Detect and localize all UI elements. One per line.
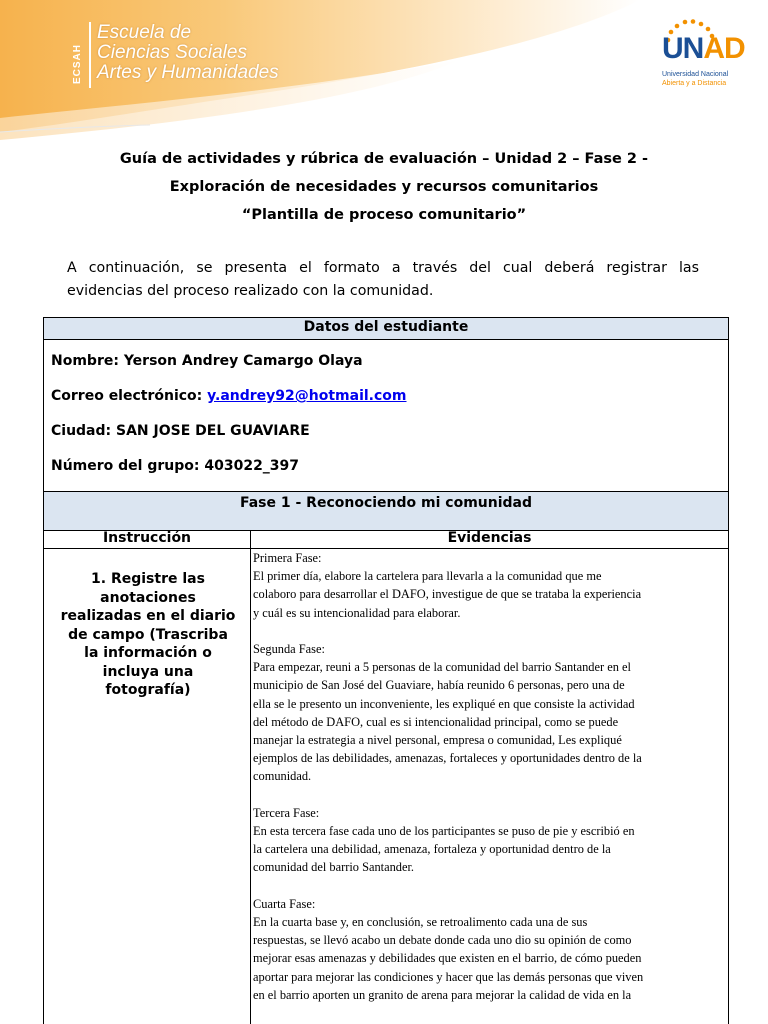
phase-heading: Fase 1 - Reconociendo mi comunidad — [239, 495, 533, 511]
evidence-line: municipio de San José del Guaviare, había reunido 6 personas, pero una de — [253, 678, 625, 693]
intro-line-2: evidencias del proceso realizado con la comunidad. — [67, 283, 434, 299]
evidence-heading-primera: Primera Fase: — [253, 551, 322, 565]
student-group-value: 403022_397 — [204, 458, 300, 474]
student-name-value: Yerson Andrey Camargo Olaya — [123, 353, 363, 369]
document-title-line-1: Guía de actividades y rúbrica de evaluación – Unidad 2 – Fase 2 - — [119, 151, 649, 167]
evidence-line: En esta tercera fase cada uno de los participantes se puso de pie y escribió en — [253, 824, 635, 839]
evidence-line: respuestas, se llevó acabo un debate donde cada uno dio su opinión de como — [253, 933, 632, 948]
evidence-line: aportar para mejorar las condiciones y hacer que las demás personas que viven — [253, 969, 644, 984]
instruction-line: realizadas en el diario — [60, 608, 236, 624]
student-city-value: SAN JOSE DEL GUAVIARE — [116, 423, 310, 439]
school-line-2: Ciencias Sociales — [97, 42, 247, 63]
evidence-line: Para empezar, reuni a 5 personas de la comunidad del barrio Santander en el — [253, 660, 631, 675]
instruction-line: incluya una — [102, 663, 194, 680]
evidence-line: ella se le presento un inconveniente, les expliqué en que consiste la actividad — [253, 696, 635, 711]
instruction-line: anotaciones — [100, 589, 196, 606]
student-email-link[interactable]: y.andrey92@hotmail.com — [207, 388, 407, 404]
evidence-line: En la cuarta base y, en conclusión, se retroalimento cada una de sus — [253, 915, 588, 930]
student-city-label: Ciudad: — [51, 423, 112, 439]
intro-paragraph — [67, 257, 699, 303]
intro-line-1: A continuación, se presenta el formato a través del cual deberá registrar las — [67, 260, 699, 276]
evidence-line: comunidad. — [253, 769, 312, 784]
evidence-line: colaboro para desarrollar el DAFO, investigue de que se trataba la experiencia — [253, 587, 642, 602]
evidence-line: en el barrio aporten un granito de arena para mejorar la calidad de vida en la — [253, 987, 632, 1002]
instruction-line: la información o — [84, 645, 212, 661]
evidence-blank — [253, 877, 727, 895]
student-name-label: Nombre: — [51, 353, 119, 369]
unad-logo — [660, 18, 750, 98]
document-title-line-3: “Plantilla de proceso comunitario” — [241, 207, 527, 223]
student-email-label: Correo electrónico: — [51, 388, 203, 404]
student-name-row — [51, 353, 363, 369]
table-rule — [43, 491, 729, 492]
evidence-line: y cuál es su intencionalidad para elaborar. — [253, 605, 461, 620]
unad-letters-ad: AD — [703, 32, 745, 65]
column-header-instruction: Instrucción — [102, 530, 192, 546]
evidence-line: comunidad del barrio Santander. — [253, 860, 415, 875]
instruction-line: de campo (Trascriba — [68, 626, 228, 643]
evidence-cell — [253, 549, 727, 1004]
school-line-3: Artes y Humanidades — [97, 62, 279, 83]
evidence-line: la cartelera una debilidad, amenaza, fortaleza y oportunidad dentro de la — [253, 842, 611, 857]
school-line-1: Escuela de — [97, 22, 192, 43]
unad-subtitle-1: Universidad Nacional — [662, 71, 729, 78]
evidence-heading-tercera: Tercera Fase: — [253, 805, 320, 820]
student-group-label: Número del grupo: — [51, 458, 200, 474]
unad-subtitle-2: Abierta y a Distancia — [662, 80, 727, 87]
instruction-line: 1. Registre las — [91, 571, 205, 587]
evidence-line: ejemplos de las debilidades, amenazas, fortaleces y oportunidades dentro de la — [253, 751, 642, 766]
table-border-top — [43, 317, 729, 318]
unad-letter-u: U — [662, 32, 683, 65]
ecsah-divider — [89, 22, 91, 88]
ecsah-vertical-text: ECSAH — [72, 43, 83, 84]
evidence-line: mejorar esas amenazas y debilidades que existen en el barrio, de cómo pueden — [253, 951, 642, 966]
header-banner — [0, 0, 768, 150]
instruction-cell — [48, 570, 248, 700]
student-email-row — [51, 388, 407, 404]
table-column-divider — [250, 530, 251, 1024]
document-title-line-2: Exploración de necesidades y recursos comunitarios — [169, 179, 599, 195]
column-header-evidence: Evidencias — [447, 530, 532, 546]
instruction-line: fotografía) — [105, 682, 191, 698]
student-city-row — [51, 423, 310, 439]
table-border-left — [43, 317, 44, 1024]
table-border-right — [728, 317, 729, 1024]
table-rule — [43, 339, 729, 340]
evidence-line: El primer día, elabore la cartelera para llevarla a la comunidad que me — [253, 569, 602, 584]
unad-letter-n: N — [682, 32, 704, 65]
evidence-heading-segunda: Segunda Fase: — [253, 642, 325, 656]
evidence-blank — [253, 786, 727, 804]
student-data-heading: Datos del estudiante — [303, 319, 469, 335]
student-group-row — [51, 458, 299, 474]
evidence-line: del método de DAFO, cual es si intencionalidad principal, como se puede — [253, 714, 619, 729]
evidence-blank — [253, 622, 727, 640]
evidence-line: manejar la estrategia a nivel personal, empresa o comunidad, Les expliqué — [253, 733, 622, 748]
evidence-heading-cuarta: Cuarta Fase: — [253, 896, 316, 911]
unad-wordmark — [662, 32, 745, 66]
